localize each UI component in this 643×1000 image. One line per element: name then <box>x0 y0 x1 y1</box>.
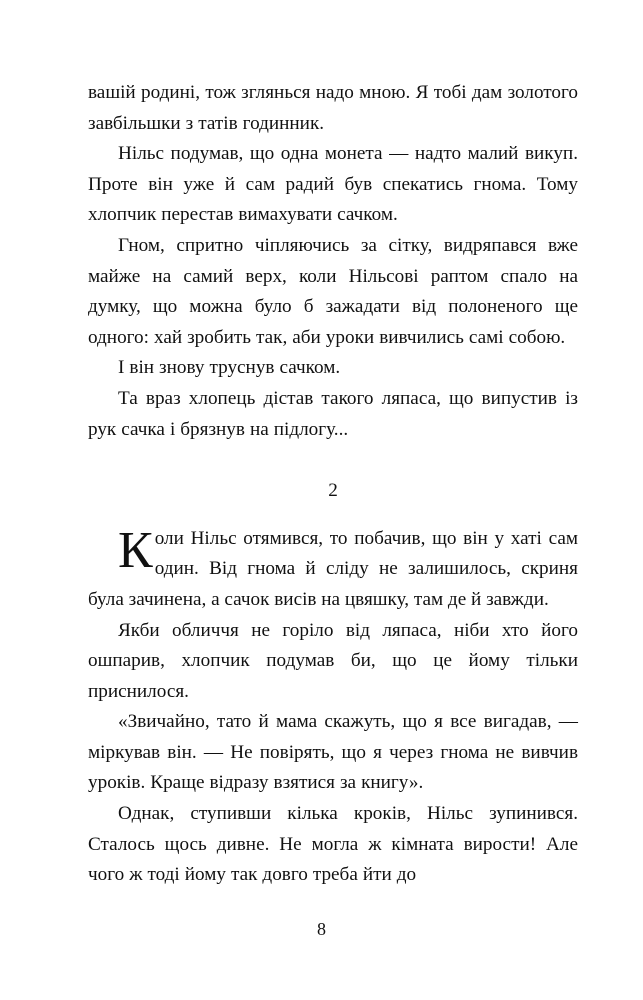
paragraph: Та враз хлопець дістав такого ляпаса, що випустив із рук сачка і брязнув на підлогу... <box>88 387 578 440</box>
text-block <box>88 78 578 891</box>
paragraph: Гном, спритно чіпляючись за сітку, видряпався вже майже на самий верх, коли Нільсові раптом спало на думку, що можна було б зажадати від полоненого ще одного: хай зробить так, аби уроки вивчились самі собою. <box>88 234 578 348</box>
paragraph: вашій родині, тож зглянься надо мною. Я тобі дам золотого завбільшки з татів годинник. <box>88 82 578 134</box>
drop-cap: К <box>118 521 153 579</box>
paragraph: Якби обличчя не горіло від ляпаса, ніби хто його ошпарив, хлопчик подумав би, що це йому тільки приснилося. <box>88 619 578 702</box>
paragraph: Нільс подумав, що одна монета — надто малий викуп. Проте він уже й сам радий був спекатись гнома. Тому хлопчик перестав вимахувати сачком. <box>88 143 578 226</box>
paragraph: Однак, ступивши кілька кроків, Нільс зупинився. Сталось щось дивне. Не могла ж кімната вирости! Але чого ж тоді йому так довго треба йти до <box>88 803 578 886</box>
paragraph: «Звичайно, тато й мама скажуть, що я все вигадав, — міркував він. — Не повірять, що я через гнома не вивчив уроків. Краще відразу взятися за книгу». <box>88 711 578 794</box>
chapter-opening-paragraph <box>88 521 578 616</box>
chapter-opening-text: оли Нільс отямився, то побачив, що він у хаті сам один. Від гнома й сліду не залишилось, скриня була зачинена, а сачок висів на цвяшку, там де й завжди. <box>88 527 578 610</box>
paragraph: І він знову труснув сачком. <box>118 357 341 379</box>
page-number: 8 <box>317 919 326 939</box>
chapter-number: 2 <box>328 480 338 502</box>
